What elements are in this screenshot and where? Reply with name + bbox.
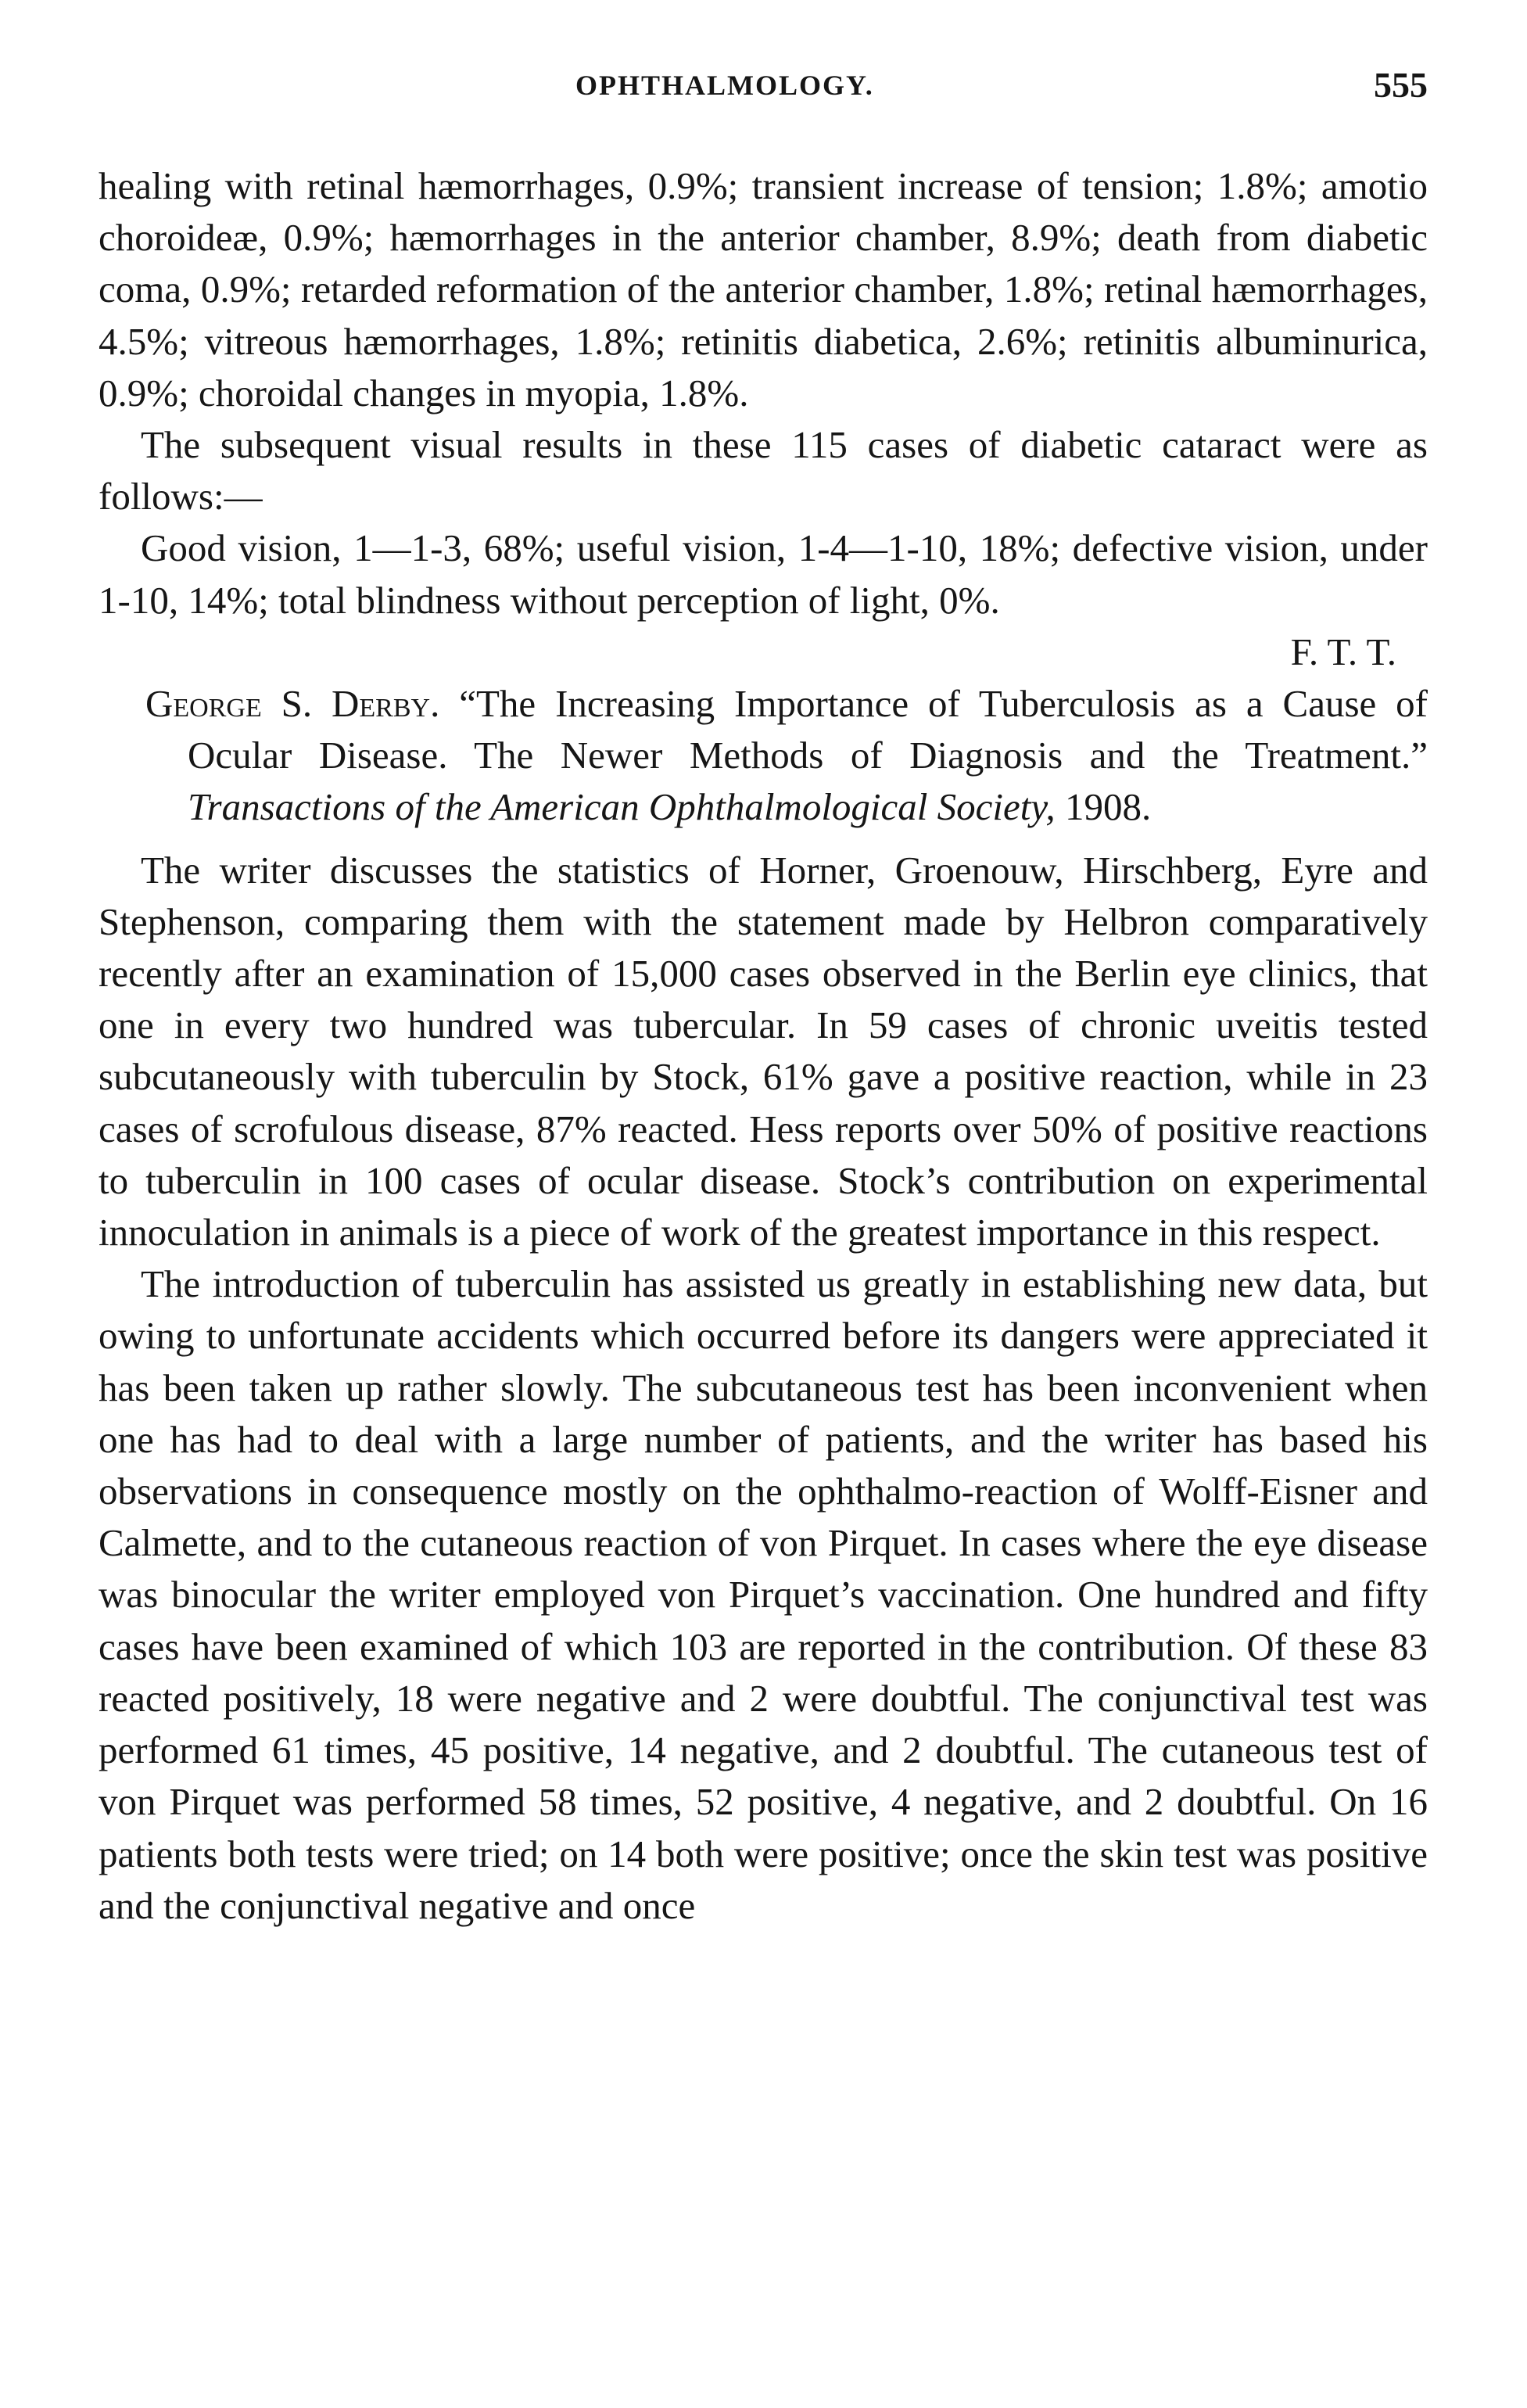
page-number: 555 [1374, 65, 1428, 105]
citation-title: “The Increasing Importance of Tuberculosis as a Cause of Ocular Disease. The Newer Methods of Diagnosis and the Treatment.” [188, 682, 1428, 777]
page-body [99, 160, 1428, 1932]
paragraph-visual-results-intro: The subsequent visual results in these 115 cases of diabetic cataract were as follows:— [99, 423, 1428, 519]
reviewer-signature: F. T. T. [1290, 630, 1396, 673]
paragraph-complications-list: healing with retinal hæmorrhages, 0.9%; transient increase of tension; 1.8%; amotio choroideæ, 0.9%; hæmorrhages in the anterior chamber, 8.9%; death from diabetic coma, 0.9%; retarded reformation of the anterior chamber, 1.8%; retinal hæmorrhages, 4.5%; vitreous hæmorrhages, 1.8%; retinitis diabetica, 2.6%; retinitis albuminurica, 0.9%; choroidal changes in myopia, 1.8%. [99, 164, 1428, 414]
citation-year: 1908. [1064, 785, 1152, 829]
page-header [99, 65, 1428, 116]
citation-author: George S. Derby. [145, 682, 440, 726]
article-citation [99, 678, 1428, 834]
paragraph-statistics-discussion: The writer discusses the statistics of Horner, Groenouw, Hirschberg, Eyre and Stephenson, comparing them with the statement made by Helbron comparatively recently after an examination of 15,000 cases observed in the Berlin eye clinics, that one in every two hundred was tubercular. In 59 cases of chronic uveitis tested subcutaneously with tuberculin by Stock, 61% gave a positive reaction, while in 23 cases of scrofulous disease, 87% reacted. Hess reports over 50% of positive reactions to tuberculin in 100 cases of ocular disease. Stock’s contribution on experimental innoculation in animals is a piece of work of the greatest importance in this respect. [99, 848, 1428, 1254]
running-head: OPHTHALMOLOGY. [575, 70, 874, 101]
paragraph-tuberculin-tests: The introduction of tuberculin has assisted us greatly in establishing new data, but owing to unfortunate accidents which occurred before its dangers were appreciated it has been taken up rather slowly. The subcutaneous test has been inconvenient when one has had to deal with a large number of patients, and the writer has based his observations in consequence mostly on the ophthalmo-reaction of Wolff-Eisner and Calmette, and to the cutaneous reaction of von Pirquet. In cases where the eye disease was binocular the writer employed von Pirquet’s vaccination. One hundred and fifty cases have been examined of which 103 are reported in the contribution. Of these 83 reacted positively, 18 were negative and 2 were doubtful. The conjunctival test was performed 61 times, 45 positive, 14 negative, and 2 doubtful. The cutaneous test of von Pirquet was performed 58 times, 52 positive, 4 negative, and 2 doubtful. On 16 patients both tests were tried; on 14 both were positive; once the skin test was positive and the conjunctival negative and once [99, 1262, 1428, 1927]
paragraph-visual-results: Good vision, 1—1-3, 68%; useful vision, 1-4—1-10, 18%; defective vision, under 1-10, 14%; total blindness without perception of light, 0%. [99, 526, 1428, 622]
citation-journal: Transactions of the American Ophthalmological Society, [188, 785, 1056, 829]
